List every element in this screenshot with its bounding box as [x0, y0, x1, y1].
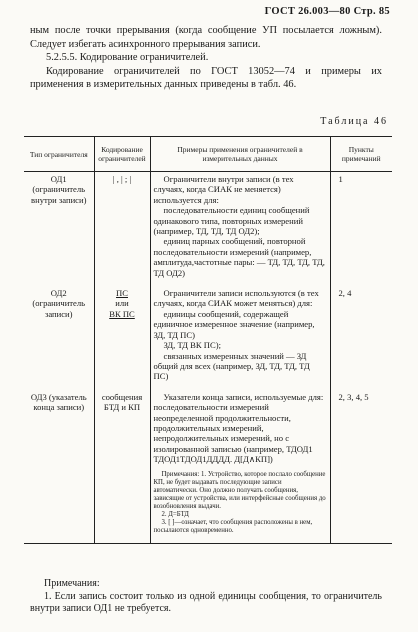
cell-code: сообщения БТД и КП: [94, 390, 150, 543]
intro-paragraph-2: Кодирование ограничителей по ГОСТ 13052—74 и примеры их применения в измерительных данных приведены в табл. 46.: [30, 65, 382, 91]
cell-code: [94, 286, 150, 390]
page-header: ГОСТ 26.003—80 Стр. 85: [264, 6, 390, 17]
desc-line: связанных измеренных значений — ЗД общий для всех (например, ЗД, ТД, ТД, ТД ПС): [153, 350, 310, 382]
header-examples: Примеры применения ограничителей в измерительных данных: [150, 137, 330, 172]
delimiter-table: [24, 136, 392, 544]
desc-line: Указатели конца записи, используемые для: последовательности измерений неопределенной продолжительности, продолжительных измерений, непродолжительных измерений, но с изолированной записью (например, ТДОД1 ТДОД1ТДОД1ДДДД. Д[Д∧КП]): [153, 391, 324, 465]
cell-code: | , | ; |: [94, 172, 150, 287]
footnotes-title: Примечания:: [44, 578, 100, 589]
section-heading: 5.2.5.5. Кодирование ограничителей.: [46, 52, 209, 64]
intro-text: [30, 24, 382, 92]
inner-note: 3. [ ]—означает, что сообщения расположены в нем, посылаются одновременно.: [153, 518, 313, 534]
desc-line: последовательности единиц сообщений одинакового типа, повторных измерений (например, ТД, ТД, ТД ОД2);: [153, 205, 310, 237]
desc-line: ЗД, ТД ВК ПС);: [163, 340, 221, 351]
code-ps: ПС: [116, 288, 128, 299]
desc-line: Ограничители внутри записи (в тех случаях, когда СИАК не меняется) используется для:: [153, 174, 294, 205]
header-notes: Пункты примечаний: [330, 137, 392, 172]
intro-paragraph-1: ным после точки прерывания (когда сообщение УП посылается ложным). Следует избегать асинхронного прерывания записи.: [30, 25, 382, 50]
table-row: [24, 390, 392, 543]
cell-description: [150, 390, 330, 543]
desc-line: Ограничители записи используются (в тех случаях, когда СИАК может меняться) для:: [153, 288, 319, 309]
header-coding: Кодирование ограничителей: [94, 137, 150, 172]
inner-note: Примечания: 1. Устройство, которое послало сообщение КП, не будет выдавать последующие записи автоматически. Оно должно получать сообщения, зависящие от устройства, или интерфейсные сообщения до возобновления выдачи.: [153, 470, 326, 510]
cell-type: ОД1 (ограничитель внутри записи): [24, 172, 94, 287]
table-row: [24, 172, 392, 287]
desc-line: единиц парных сообщений, повторной последовательности измерений (например, амплитуда,частотные пары: — ТД, ТД, ТД, ТД, ТД ОД2): [153, 236, 325, 278]
inner-note: 2. Д=БТД: [161, 510, 189, 518]
cell-type: ОД2 (ограничитель записи): [24, 286, 94, 390]
code-vk-ps: ВК ПС: [109, 308, 135, 319]
cell-notes: 2, 3, 4, 5: [330, 390, 392, 543]
desc-line: единицы сообщений, содержащей единичное измеренное значение (например, ЗД, ТД ПС): [153, 308, 315, 340]
inner-notes: [154, 471, 327, 535]
cell-description: [150, 172, 330, 287]
footnotes: [30, 578, 382, 616]
code-or: или: [115, 298, 129, 309]
cell-description: [150, 286, 330, 390]
cell-notes: 2, 4: [330, 286, 392, 390]
cell-type: ОД3 (указатель конца записи): [24, 390, 94, 543]
table-caption: Таблица 46: [320, 116, 388, 127]
cell-notes: 1: [330, 172, 392, 287]
header-type: Тип ограничителя: [24, 137, 94, 172]
footnote-item: 1. Если запись состоит только из одной единицы сообщения, то ограничитель внутри записи ОД1 не требуется.: [30, 590, 382, 614]
table-row: [24, 286, 392, 390]
table-header-row: [24, 137, 392, 172]
